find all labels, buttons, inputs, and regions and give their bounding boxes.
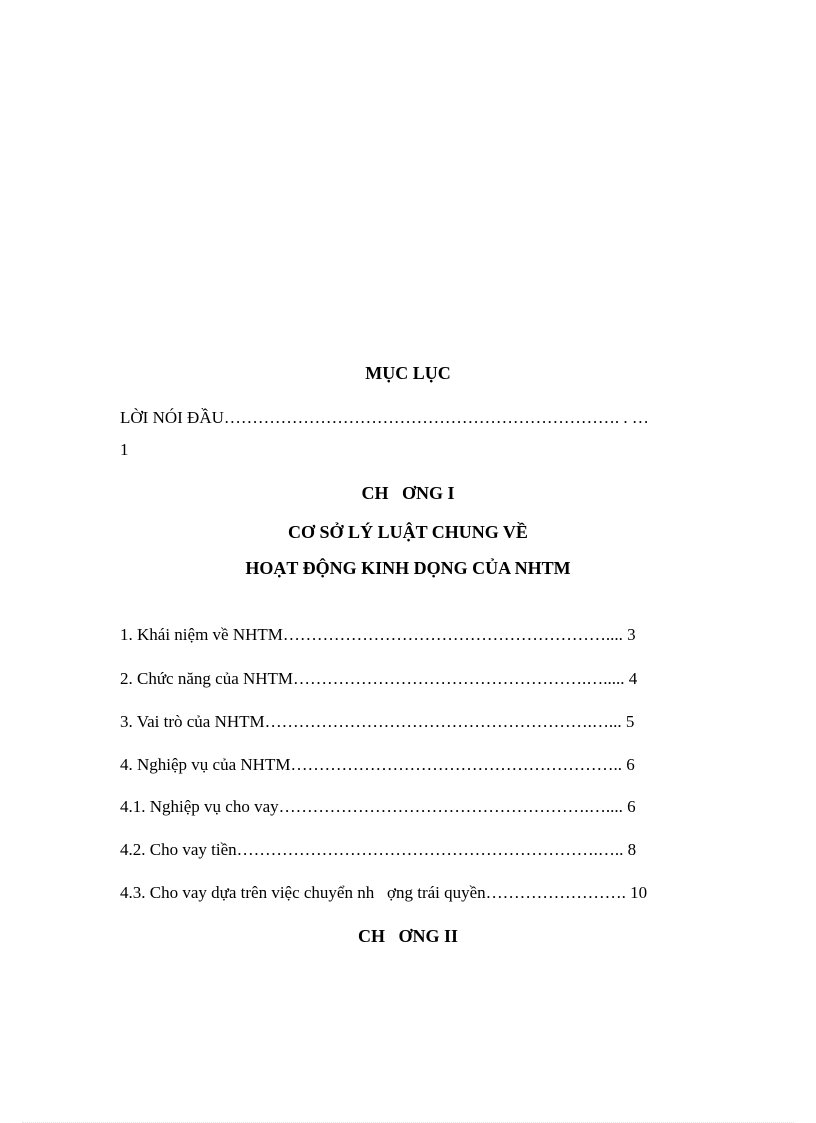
preface-page-number: 1 (120, 440, 129, 459)
chapter-1-subtitle-line-2: HOẠT ĐỘNG KINH DỌNG CỦA NHTM (245, 558, 571, 578)
toc-entry-2: 2. Chức năng của NHTM…………………………………………….…..... 4 (120, 669, 638, 688)
toc-entry-4-1: 4.1. Nghiệp vụ cho vay……………………………………………….….... 6 (120, 797, 636, 816)
toc-entry-1: 1. Khái niệm về NHTM………………………………………………….... 3 (120, 625, 636, 644)
toc-entry-3: 3. Vai trò của NHTM………………………………………………….…... 5 (120, 712, 635, 731)
chapter-1-subtitle-line-1: CƠ SỞ LÝ LUẬT CHUNG VỀ (288, 522, 528, 542)
toc-entry-4-2: 4.2. Cho vay tiền……………………………………………………….….. 8 (120, 840, 637, 859)
chapter-2-heading: CH ƠNG II (357, 926, 458, 946)
preface-entry: LỜI NÓI ĐẦU……………………………………………………………. . … (120, 408, 649, 427)
chapter-1-heading: CH ƠNG I (361, 483, 455, 503)
toc-title: MỤC LỤC (365, 363, 451, 383)
toc-entry-4-3: 4.3. Cho vay dựa trên việc chuyển nh ợng trái quyền……………………. 10 (120, 883, 648, 902)
toc-entry-4: 4. Nghiệp vụ của NHTM………………………………………………….. 6 (120, 755, 635, 774)
